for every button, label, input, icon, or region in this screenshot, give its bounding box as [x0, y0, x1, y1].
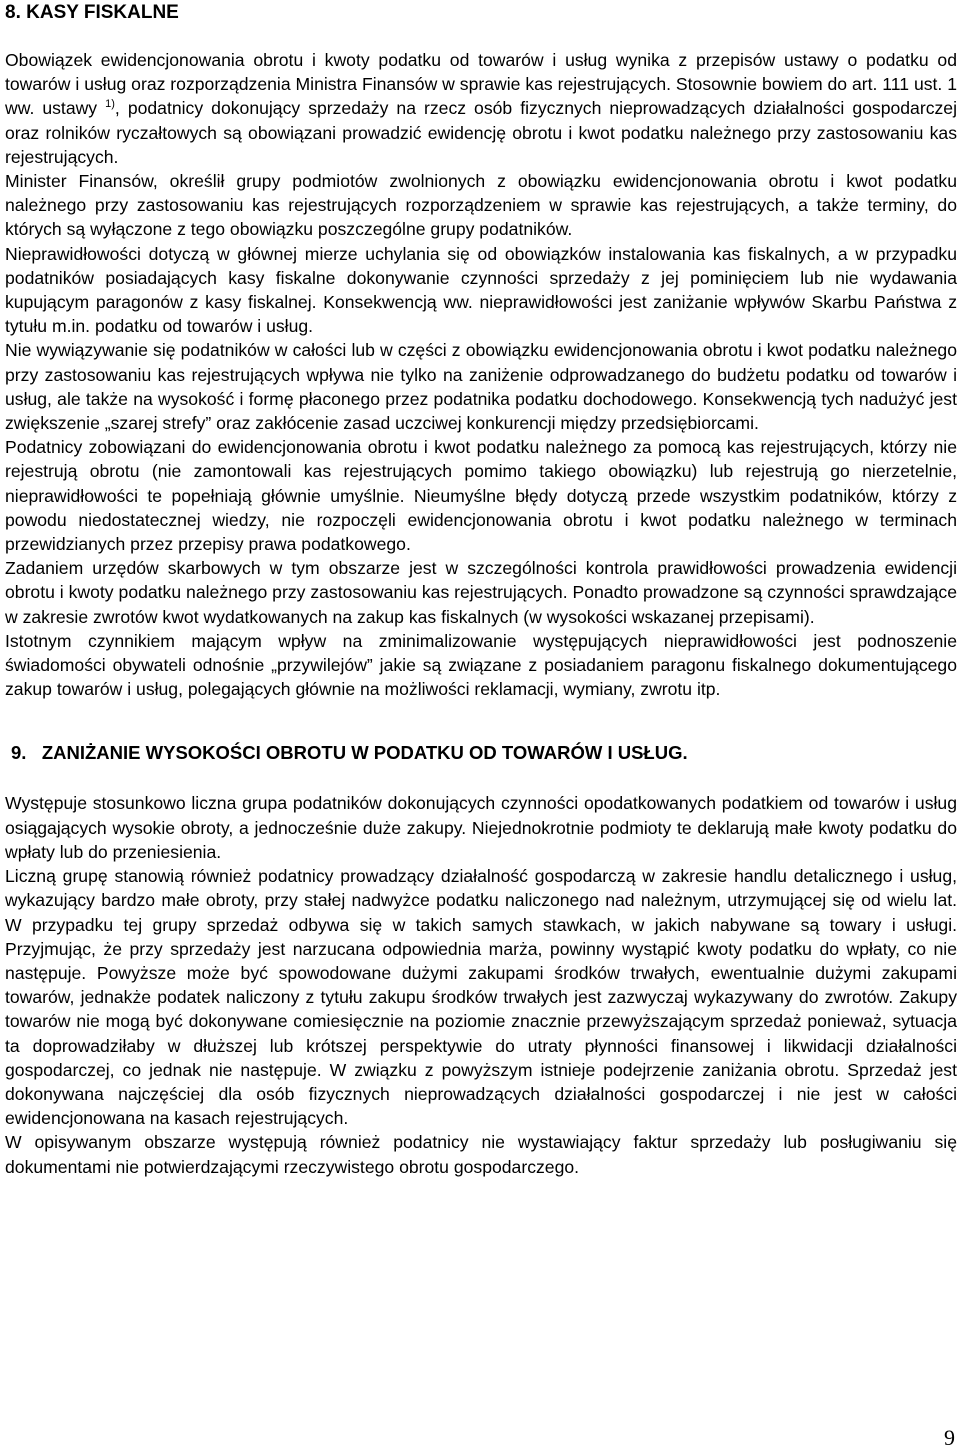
section-9-heading: 9. ZANIŻANIE WYSOKOŚCI OBROTU W PODATKU OD TOWARÓW I USŁUG.: [11, 742, 688, 764]
spacer: [5, 765, 957, 791]
document-page: [5, 0, 957, 1179]
paragraph-text: Obowiązek ewidencjonowania obrotu i kwoty podatku od towarów i usług wynika z przepisów ustawy o podatku od towarów i usług oraz rozporządzenia Ministra Finansów w sprawie kas rejestrujących. Stosownie bowiem do art. 111 ust. 1 ww. ustawy: [5, 50, 957, 119]
section-8-paragraph-7: Istotnym czynnikiem mającym wpływ na zminimalizowanie występujących nieprawidłowości jest podnoszenie świadomości obywateli odnośnie „przywilejów” jakie są związane z posiadaniem paragonu fiskalnego dokumentującego zakup towarów i usług, polegających głównie na możliwości reklamacji, wymiany, zwrotu itp.: [5, 630, 957, 700]
section-8-paragraph-2: Minister Finansów, określił grupy podmiotów zwolnionych z obowiązku ewidencjonowania obrotu i kwot podatku należnego przy zastosowaniu kas rejestrujących rozporządzeniem w sprawie kas rejestrujących, a także terminy, do których są wyłączone z tego obowiązku poszczególne grupy podatników.: [5, 171, 957, 240]
section-8-paragraph-3: Nieprawidłowości dotyczą w głównej mierze uchylania się od obowiązków instalowania kas fiskalnych, a w przypadku podatników posiadających kasy fiskalne dokonywanie czynności sprzedaży z jej pominięciem lub nie wydawania kupującym paragonów z kasy fiskalnej. Konsekwencją ww. nieprawidłowości jest zaniżanie wpływów Skarbu Państwa z tytułu m.in. podatku od towarów i usług.: [5, 243, 957, 337]
spacer: [5, 25, 957, 48]
section-9-paragraph-3: W opisywanym obszarze występują również podatnicy nie wystawiający faktur sprzedaży lub posługiwaniu się dokumentami nie potwierdzającymi rzeczywistego obrotu gospodarczego.: [5, 1132, 957, 1177]
section-8-paragraph-4: Nie wywiązywanie się podatników w całości lub w części z obowiązku ewidencjonowania obrotu i kwot podatku należnego przy zastosowaniu kas rejestrujących wpływa nie tylko na zaniżenie odprowadzanego do budżetu podatku od towarów i usług, ale także na wysokość i formę płaconego przez podatnika podatku dochodowego. Konsekwencją tych nadużyć jest zwiększenie „szarej strefy” oraz zakłócenie zasad uczciwej konkurencji między przedsiębiorcami.: [5, 340, 957, 434]
section-9-paragraph-2: Liczną grupę stanowią również podatnicy prowadzący działalność gospodarczą w zakresie handlu detalicznego i usług, wykazujący bardzo małe obroty, przy stałej nadwyżce podatku naliczonego nad należnym, utrzymującej się od wielu lat. W przypadku tej grupy sprzedaż odbywa się w takich samych stawkach, w jakich nabywane są towary i usługi. Przyjmując, że przy sprzedaży jest narzucana odpowiednia marża, powinny wystąpić kwoty podatku do wpłaty, co nie następuje. Powyższe może być spowodowane dużymi zakupami środków trwałych, ewentualnie dużymi zakupami towarów, jednakże podatek naliczony z tytułu zakupu środków trwałych jest zazwyczaj wykazywany do zwrotów. Zakupy towarów nie mogą być dokonywane comiesięcznie na poziomie znacznie przewyższającym sprzedaż ponieważ, sytuacja ta doprowadziłaby w dłuższej lub krótszej perspektywie do utraty płynności finansowej i likwidacji działalności gospodarczej, co jednak nie następuje. W związku z powyższym istnieje podejrzenie zaniżania obrotu. Sprzedaż jest dokonywana najczęściej dla osób fizycznych nieprowadzących działalności gospodarczej i nie jest w całości ewidencjonowana na kasach rejestrujących.: [5, 866, 957, 1129]
section-8-paragraph-1: [5, 48, 957, 169]
section-8-paragraph-6: Zadaniem urzędów skarbowych w tym obszarze jest w szczególności kontrola prawidłowości prowadzenia ewidencji obrotu i kwoty podatku należnego przy zastosowaniu kas rejestrujących. Ponadto prowadzone są czynności sprawdzające w zakresie zwrotów kwot wydatkowanych na zakup kas fiskalnych (w wysokości wskazanej przepisami).: [5, 558, 957, 627]
section-8-heading: 8. KASY FISKALNE: [5, 2, 179, 23]
spacer: [5, 701, 957, 741]
section-9-paragraph-1: Występuje stosunkowo liczna grupa podatników dokonujących czynności opodatkowanych podatkiem od towarów i usług osiągających wysokie obroty, a jednocześnie duże zakupy. Niejednokrotnie podmioty te deklarują małe kwoty podatku do wpłaty lub do przeniesienia.: [5, 793, 957, 862]
page-number: 9: [944, 1425, 955, 1450]
footnote-marker: 1): [105, 98, 115, 111]
paragraph-text: , podatnicy dokonujący sprzedaży na rzecz osób fizycznych nieprowadzących działalności gospodarczej oraz rolników ryczałtowych są obowiązani prowadzić ewidencję obrotu i kwot podatku należnego przy zastosowaniu kas rejestrujących.: [5, 98, 957, 167]
section-8-paragraph-5: Podatnicy zobowiązani do ewidencjonowania obrotu i kwot podatku należnego za pomocą kas rejestrujących, którzy nie rejestrują obrotu (nie zamontowali kas rejestrujących pomimo takiego obowiązku) lub rejestrują go nierzetelnie, nieprawidłowości te popełniają głównie umyślnie. Nieumyślne błędy dotyczą przede wszystkim podatników, którzy z powodu niedostatecznej wiedzy, nie rozpoczęli ewidencjonowania obrotu i kwot podatku należnego w terminach przewidzianych przez przepisy prawa podatkowego.: [5, 437, 957, 555]
